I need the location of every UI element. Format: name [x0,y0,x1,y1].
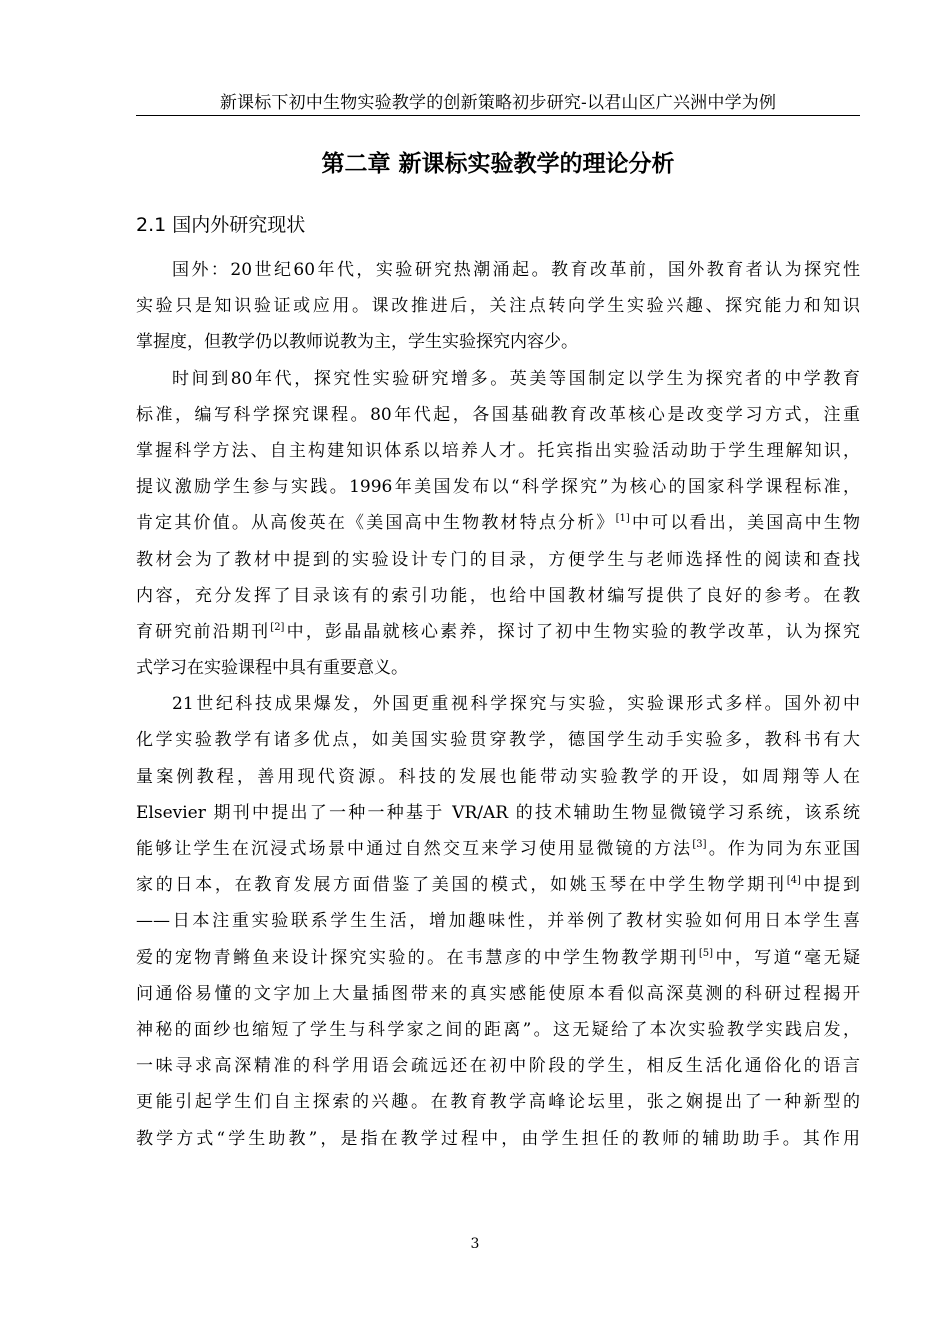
citation-marker: [2] [270,621,285,633]
paragraph-line: Elsevier 期刊中提出了一种一种基于 VR/AR 的技术辅助生物显微镜学习系统，该系统 [136,802,860,823]
line-text: 育研究前沿期刊 [136,621,271,642]
paragraph-line: 提议激励学生参与实践。1996年美国发布以“科学探究”为核心的国家科学课程标准， [136,477,860,498]
line-text: 肯定其价值。从高俊英在《美国高中生物教材特点分析》 [136,513,616,534]
paragraph-line: 掌握科学方法、自主构建知识体系以培养人才。托宾指出实验活动助于学生理解知识， [136,440,860,461]
paragraph-line: ——日本注重实验联系学生生活，增加趣味性，并举例了教材实验如何用日本学生喜 [136,911,860,932]
paragraph-line: 标准，编写科学探究课程。80年代起，各国基础教育改革核心是改变学习方式，注重 [136,404,860,425]
page-number: 3 [470,1236,480,1252]
header-rule [136,115,860,116]
line-text: 中，彭晶晶就核心素养，探讨了初中生物实验的教学改革，认为探究 [284,621,861,642]
paragraph-line: 一味寻求高深精准的科学用语会疏远还在初中阶段的学生，相反生活化通俗化的语言 [136,1056,860,1077]
paragraph-line: 掌握度，但教学仍以教师说教为主，学生实验探究内容少。 [136,332,578,353]
line-text: 家的日本，在教育发展方面借鉴了美国的模式，如姚玉琴在中学生物学期刊 [136,875,787,896]
body-text [136,252,860,1157]
paragraph-line [136,505,860,541]
line-text: 中提到 [800,875,861,896]
line-text: 。作为同为东亚国 [706,839,861,859]
paragraph-line: 时间到80年代，探究性实验研究增多。英美等国制定以学生为探究者的中学教育 [172,368,860,389]
section-heading: 2.1 国内外研究现状 [136,214,306,236]
line-text: 中可以看出，美国高中生物 [629,513,861,534]
paragraph-line: 教学方式“学生助教”，是指在教学过程中，由学生担任的教师的辅助助手。其作用 [136,1128,860,1149]
paragraph-line [136,940,860,976]
paragraph-line [136,831,860,867]
paragraph-line: 21世纪科技成果爆发，外国更重视科学探究与实验，实验课形式多样。国外初中 [172,694,860,715]
citation-marker: [5] [698,947,714,959]
paragraph-line: 问通俗易懂的文字加上大量插图带来的真实感能使原本看似高深莫测的科研过程揭开 [136,983,860,1004]
line-text: 中，写道“毫无疑 [713,947,860,968]
paragraph-line [136,614,860,650]
line-text: 能够让学生在沉浸式场景中通过自然交互来学习使用显微镜的方法 [136,839,693,859]
paragraph-line: 内容，充分发挥了目录该有的索引功能，也给中国教材编写提供了良好的参考。在教 [136,585,860,606]
citation-marker: [1] [615,513,630,525]
citation-marker: [3] [692,839,707,850]
running-header: 新课标下初中生物实验教学的创新策略初步研究-以君山区广兴洲中学为例 [219,93,777,113]
line-text: 爱的宠物青鳉鱼来设计探究实验的。在韦慧彦的中学生物教学期刊 [136,947,699,968]
chapter-title: 第二章 新课标实验教学的理论分析 [321,151,675,177]
paragraph-line: 化学实验教学有诸多优点，如美国实验贯穿教学，德国学生动手实验多，教科书有大 [136,730,860,751]
paragraph-line: 实验只是知识验证或应用。课改推进后，关注点转向学生实验兴趣、探究能力和知识 [136,296,860,317]
citation-marker: [4] [786,875,801,887]
paragraph-line: 式学习在实验课程中具有重要意义。 [136,658,408,679]
paragraph-line: 神秘的面纱也缩短了学生与科学家之间的距离”。这无疑给了本次实验教学实践启发， [136,1019,860,1040]
paragraph-line: 量案例教程，善用现代资源。科技的发展也能带动实验教学的开设，如周翔等人在 [136,766,860,787]
paragraph-line: 更能引起学生们自主探索的兴趣。在教育教学高峰论坛里，张之娴提出了一种新型的 [136,1092,860,1113]
paragraph-line: 国外：20世纪60年代，实验研究热潮涌起。教育改革前，国外教育者认为探究性 [172,260,860,280]
paragraph-line: 教材会为了教材中提到的实验设计专门的目录，方便学生与老师选择性的阅读和查找 [136,549,860,570]
paragraph-line [136,867,860,903]
